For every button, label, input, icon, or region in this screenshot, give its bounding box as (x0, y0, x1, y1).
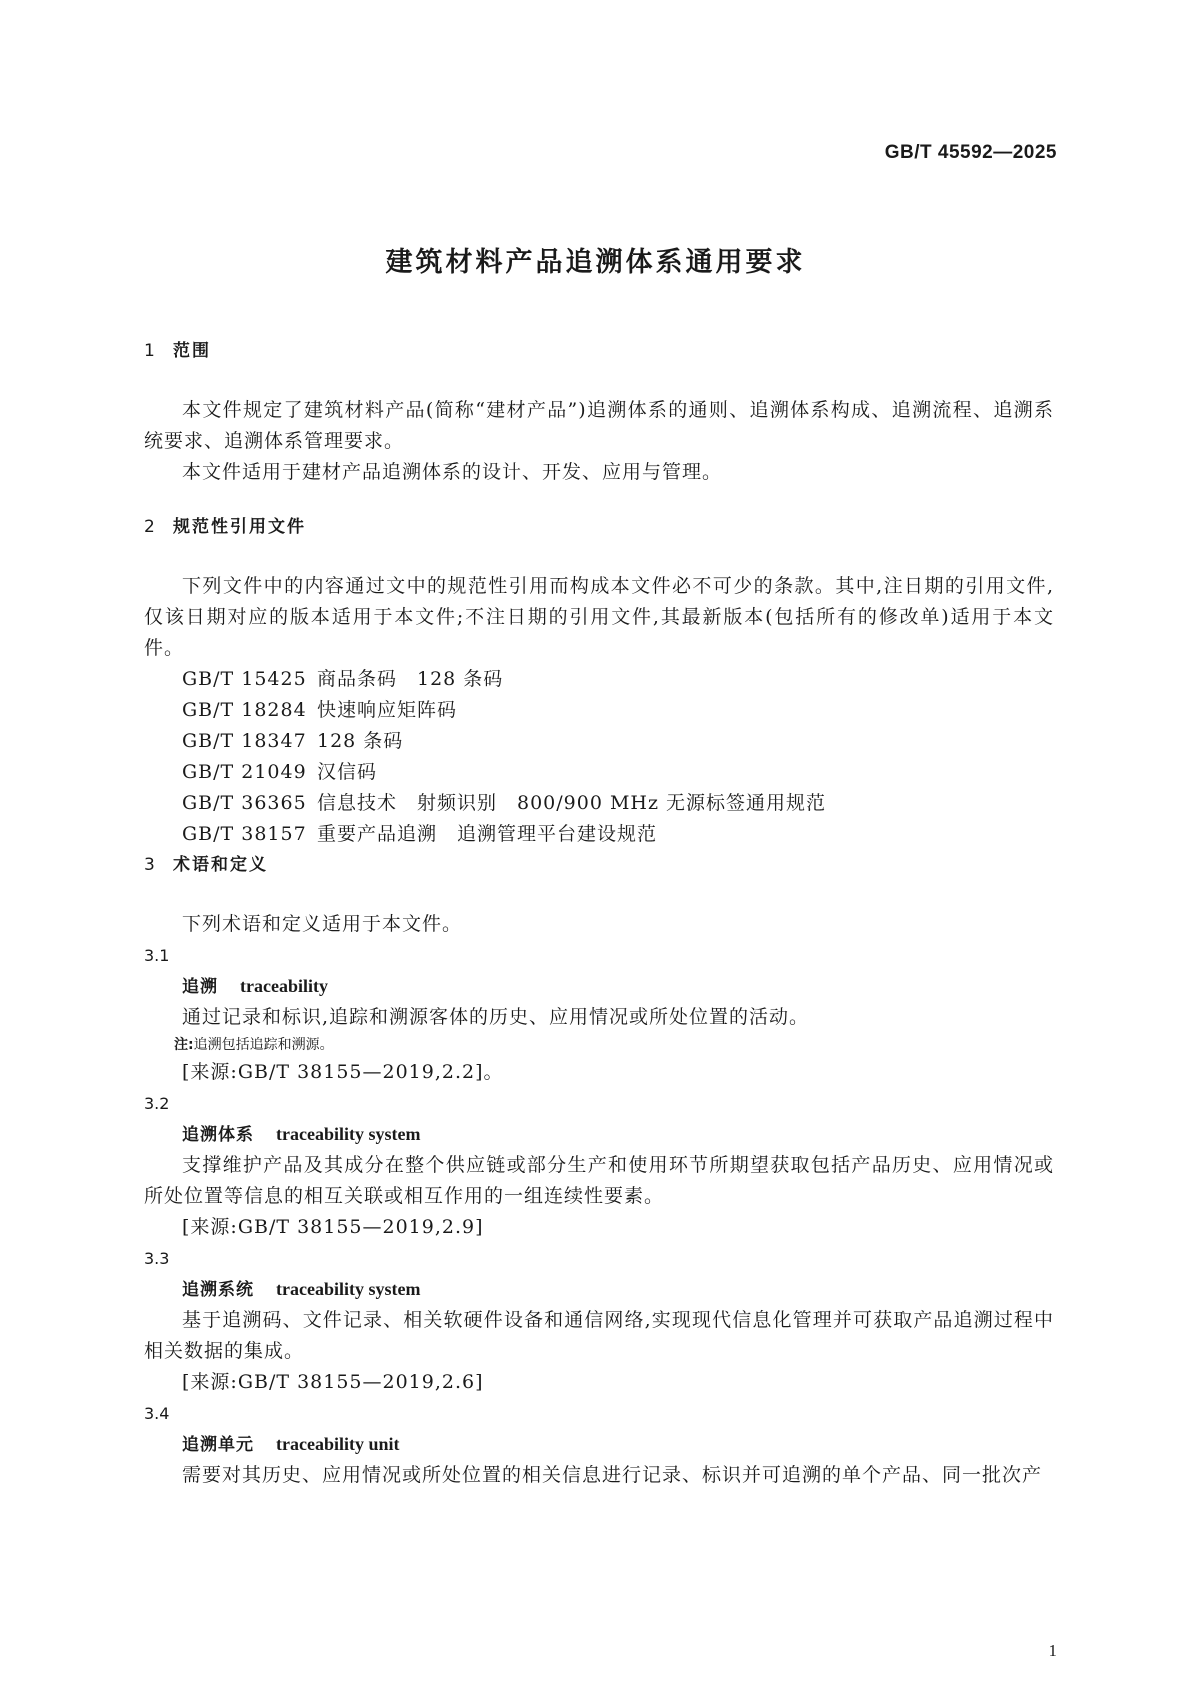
standard-code: GB/T 45592—2025 (884, 142, 1057, 163)
section-title: 术语和定义 (173, 855, 268, 875)
term-chinese: 追溯 (182, 977, 218, 997)
note-text: 追溯包括追踪和溯源。 (193, 1037, 334, 1053)
reference-item (144, 757, 1054, 788)
reference-code: GB/T 21049 (182, 761, 307, 783)
term-chinese: 追溯体系 (182, 1125, 254, 1145)
reference-name: 重要产品追溯 追溯管理平台建设规范 (317, 823, 658, 845)
term-source: [来源:GB/T 38155—2019,2.9] (182, 1216, 484, 1238)
section-title: 范围 (173, 341, 211, 361)
section-heading-terms-definitions (144, 850, 1054, 881)
document-title: 建筑材料产品追溯体系通用要求 (385, 247, 806, 278)
section-heading-normative-references (144, 512, 1054, 543)
reference-item (144, 788, 1054, 819)
term-english: traceability system (276, 1124, 421, 1144)
reference-code: GB/T 18284 (182, 699, 307, 721)
document-body (144, 336, 1054, 1491)
term-number: 3.3 (144, 1249, 170, 1268)
reference-item (144, 695, 1054, 726)
reference-name: 汉信码 (317, 761, 378, 783)
term-english: traceability system (276, 1279, 421, 1299)
section-title: 规范性引用文件 (173, 517, 306, 537)
reference-code: GB/T 15425 (182, 668, 307, 690)
term-number: 3.2 (144, 1094, 170, 1113)
term-english: traceability unit (276, 1434, 400, 1454)
term-heading (144, 1274, 1054, 1305)
term-heading (144, 1119, 1054, 1150)
scope-paragraph: 本文件适用于建材产品追溯体系的设计、开发、应用与管理。 (182, 461, 723, 483)
term-source: [来源:GB/T 38155—2019,2.6] (182, 1371, 484, 1393)
section-number: 3 (144, 855, 157, 875)
terms-intro: 下列术语和定义适用于本文件。 (182, 913, 463, 935)
reference-name: 信息技术 射频识别 800/900 MHz 无源标签通用规范 (317, 792, 827, 814)
reference-code: GB/T 18347 (182, 730, 307, 752)
term-definition: 需要对其历史、应用情况或所处位置的相关信息进行记录、标识并可追溯的单个产品、同一批次产 (182, 1464, 1043, 1486)
term-number: 3.4 (144, 1404, 170, 1423)
reference-item (144, 819, 1054, 850)
scope-paragraph: 本文件规定了建筑材料产品(简称“建材产品”)追溯体系的通则、追溯体系构成、追溯流程、追溯系统要求、追溯体系管理要求。 (144, 399, 1054, 452)
reference-name: 128 条码 (317, 730, 404, 752)
section-heading-scope (144, 336, 1054, 367)
page-number: 1 (1048, 1641, 1057, 1660)
reference-name: 快速响应矩阵码 (317, 699, 458, 721)
reference-list (144, 664, 1054, 850)
term-definition: 通过记录和标识,追踪和溯源客体的历史、应用情况或所处位置的活动。 (182, 1006, 810, 1028)
section-number: 2 (144, 517, 157, 537)
section-number: 1 (144, 341, 157, 361)
reference-item (144, 726, 1054, 757)
term-note (144, 1033, 1054, 1057)
reference-name: 商品条码 128 条码 (317, 668, 504, 690)
term-number: 3.1 (144, 946, 170, 965)
term-chinese: 追溯单元 (182, 1435, 254, 1455)
term-definition: 支撑维护产品及其成分在整个供应链或部分生产和使用环节所期望获取包括产品历史、应用情况或所处位置等信息的相互关联或相互作用的一组连续性要素。 (144, 1154, 1054, 1207)
term-heading (144, 971, 1054, 1002)
reference-code: GB/T 36365 (182, 792, 307, 814)
term-definition: 基于追溯码、文件记录、相关软硬件设备和通信网络,实现现代信息化管理并可获取产品追溯过程中相关数据的集成。 (144, 1309, 1054, 1362)
term-chinese: 追溯系统 (182, 1280, 254, 1300)
term-heading (144, 1429, 1054, 1460)
normative-references-intro: 下列文件中的内容通过文中的规范性引用而构成本文件必不可少的条款。其中,注日期的引用文件,仅该日期对应的版本适用于本文件;不注日期的引用文件,其最新版本(包括所有的修改单)适用于本文件。 (144, 575, 1054, 659)
term-english: traceability (240, 976, 328, 996)
reference-item (144, 664, 1054, 695)
term-source: [来源:GB/T 38155—2019,2.2]。 (182, 1061, 504, 1083)
reference-code: GB/T 38157 (182, 823, 307, 845)
note-label: 注: (174, 1037, 194, 1053)
